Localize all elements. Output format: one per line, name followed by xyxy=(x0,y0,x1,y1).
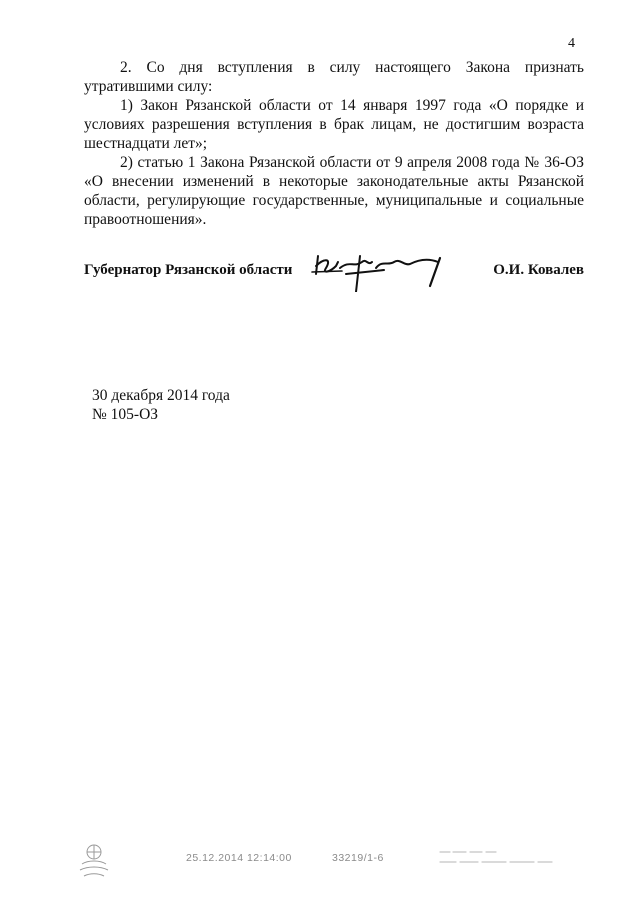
law-date-block xyxy=(92,386,230,424)
law-date: 30 декабря 2014 года xyxy=(92,387,230,404)
handwritten-signature xyxy=(310,248,462,292)
document-footer xyxy=(74,838,594,888)
governor-title: Губернатор Рязанской области xyxy=(84,262,293,278)
document-body xyxy=(84,58,584,229)
law-number: № 105-ОЗ xyxy=(92,406,159,423)
paragraph-repeal-clause: 2. Со дня вступления в силу настоящего Закона признать утратившими силу: xyxy=(84,59,584,95)
signature-row xyxy=(84,252,584,292)
faint-print-marks xyxy=(438,846,554,870)
paragraph-repeal-item-2: 2) статью 1 Закона Рязанской области от 9 апреля 2008 года № 36-ОЗ «О внесении изменений в некоторые законодательные акты Рязанской области, регулирующие государственные, муниципальные и социальные правоотношения». xyxy=(84,154,584,228)
paragraph-repeal-item-1: 1) Закон Рязанской области от 14 января 1997 года «О порядке и условиях разрешения вступления в брак лицам, не достигшим возраста шестнадцати лет»; xyxy=(84,97,584,152)
registry-stamp-icon xyxy=(74,838,114,882)
page-number: 4 xyxy=(568,36,575,51)
footer-registration-number: 33219/1-6 xyxy=(332,852,384,864)
footer-datetime: 25.12.2014 12:14:00 xyxy=(186,852,292,864)
governor-name: О.И. Ковалев xyxy=(493,262,584,278)
